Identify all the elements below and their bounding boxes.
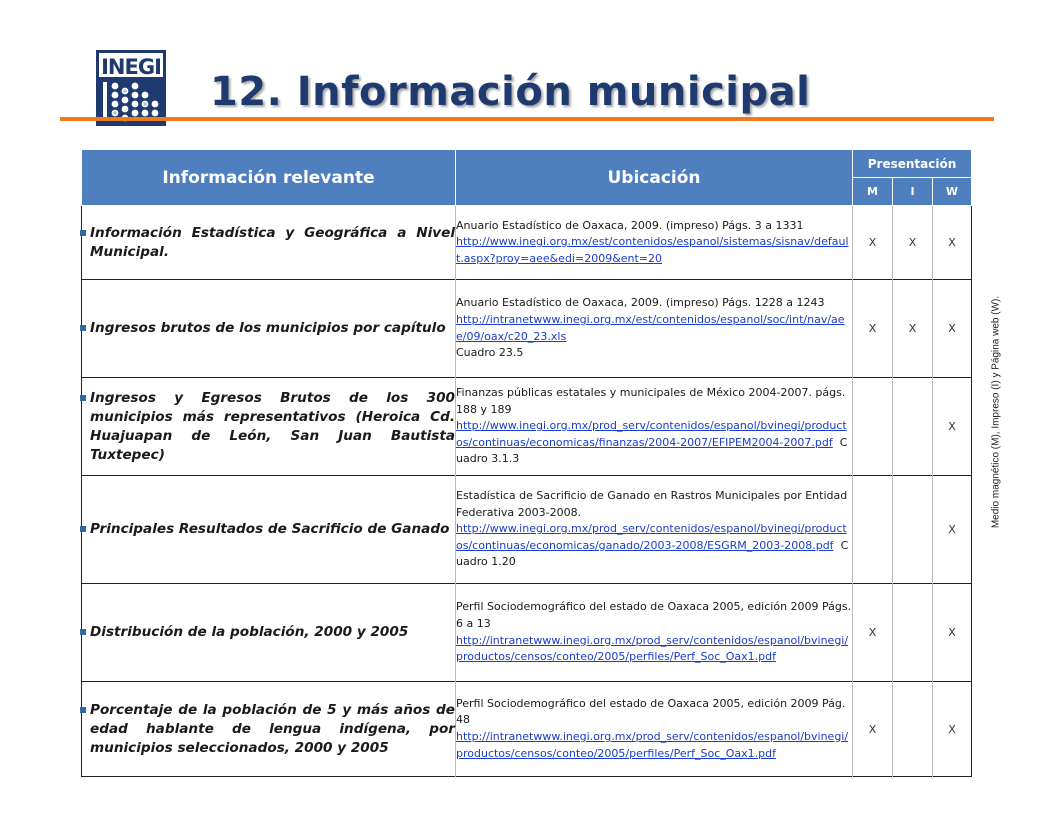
info-text: Porcentaje de la población de 5 y más años de edad hablante de lengua indígena, por municipios seleccionados, 2000 y 2005 <box>90 701 455 756</box>
mark-w: X <box>933 476 972 584</box>
mark-w: X <box>933 280 972 378</box>
mark-m: X <box>853 280 893 378</box>
info-table <box>81 149 972 777</box>
info-cell <box>82 280 456 378</box>
inegi-logo-icon <box>95 48 167 128</box>
info-cell <box>82 476 456 584</box>
table-row <box>82 378 972 476</box>
bullet-icon <box>80 230 86 236</box>
location-link[interactable]: http://www.inegi.org.mx/est/contenidos/espanol/sistemas/sisnav/default.aspx?proy=aee&edi=2009&ent=20 <box>456 235 849 265</box>
info-text: Ingresos brutos de los municipios por capítulo <box>90 320 446 336</box>
location-cell <box>456 682 853 777</box>
mark-i: X <box>893 206 933 280</box>
location-cell <box>456 206 853 280</box>
logo-text: INEGI <box>101 55 161 79</box>
info-text: Distribución de la población, 2000 y 2005 <box>90 624 409 640</box>
info-cell <box>82 682 456 777</box>
location-link[interactable]: http://www.inegi.org.mx/prod_serv/contenidos/espanol/bvinegi/productos/continuas/economicas/finanzas/2004-2007/EFIPEM2004-2007.pdf <box>456 419 847 449</box>
bullet-icon <box>80 526 86 532</box>
header-w: W <box>933 178 972 206</box>
table-row <box>82 280 972 378</box>
location-cell <box>456 584 853 682</box>
inegi-logo <box>95 48 167 128</box>
mark-i <box>893 476 933 584</box>
location-link[interactable]: http://www.inegi.org.mx/prod_serv/contenidos/espanol/bvinegi/productos/continuas/economicas/ganado/2003-2008/ESGRM_2003-2008.pdf <box>456 522 847 552</box>
mark-m <box>853 476 893 584</box>
header-m: M <box>853 178 893 206</box>
mark-i: X <box>893 280 933 378</box>
info-text: Principales Resultados de Sacrificio de Ganado <box>90 521 450 537</box>
location-cell <box>456 280 853 378</box>
location-text: Anuario Estadístico de Oaxaca, 2009. (impreso) Págs. 3 a 1331 <box>456 218 804 232</box>
mark-i <box>893 378 933 476</box>
table-row <box>82 584 972 682</box>
table-row <box>82 682 972 777</box>
info-cell <box>82 584 456 682</box>
location-link[interactable]: http://intranetwww.inegi.org.mx/prod_serv/contenidos/espanol/bvinegi/productos/censos/conteo/2005/perfiles/Perf_Soc_Oax1.pdf <box>456 633 849 664</box>
location-cell <box>456 476 853 584</box>
table-row <box>82 206 972 280</box>
mark-w: X <box>933 584 972 682</box>
location-cell <box>456 378 853 476</box>
info-text: Ingresos y Egresos Brutos de los 300 municipios más representativos (Heroica Cd. Huajuapan de León, San Juan Bautista Tuxtepec) <box>90 389 455 463</box>
mark-w: X <box>933 206 972 280</box>
location-text: Anuario Estadístico de Oaxaca, 2009. (impreso) Págs. 1228 a 1243 <box>456 296 825 310</box>
location-note: Cuadro 1.20 <box>456 538 849 569</box>
table-row <box>82 476 972 584</box>
mark-w: X <box>933 682 972 777</box>
header-i: I <box>893 178 933 206</box>
side-note-text: Medio magnético (M), Impreso (I) y Página web (W). <box>990 295 1002 529</box>
mark-w: X <box>933 378 972 476</box>
info-text: Información Estadística y Geográfica a Nivel Municipal. <box>90 224 455 260</box>
header-info: Información relevante <box>82 150 456 206</box>
mark-m: X <box>853 206 893 280</box>
mark-m <box>853 378 893 476</box>
location-text: Finanzas públicas estatales y municipales de México 2004-2007. págs. 188 y 189 <box>456 386 846 416</box>
bullet-icon <box>80 395 86 401</box>
location-text: Perfil Sociodemográfico del estado de Oaxaca 2005, edición 2009 Pág. 48 <box>456 696 846 727</box>
location-text: Perfil Sociodemográfico del estado de Oaxaca 2005, edición 2009 Págs. 6 a 13 <box>456 600 852 630</box>
info-cell <box>82 378 456 476</box>
title-rule <box>60 117 994 121</box>
header-location: Ubicación <box>456 150 853 206</box>
mark-i <box>893 682 933 777</box>
location-link[interactable]: http://intranetwww.inegi.org.mx/est/contenidos/espanol/soc/int/nav/aee/09/oax/c20_23.xls <box>456 312 845 343</box>
location-link[interactable]: http://intranetwww.inegi.org.mx/prod_serv/contenidos/espanol/bvinegi/productos/censos/conteo/2005/perfiles/Perf_Soc_Oax1.pdf <box>456 730 849 760</box>
bullet-icon <box>80 325 86 331</box>
page-title: 12. Información municipal <box>210 69 811 115</box>
bullet-icon <box>80 629 86 635</box>
info-cell <box>82 206 456 280</box>
location-text: Estadística de Sacrificio de Ganado en Rastros Municipales por Entidad Federativa 2003-2008. <box>456 489 848 519</box>
mark-m: X <box>853 584 893 682</box>
header-presentation: Presentación <box>853 150 972 178</box>
mark-m: X <box>853 682 893 777</box>
location-note: Cuadro 23.5 <box>456 346 524 360</box>
location-note: Cuadro 3.1.3 <box>456 435 848 466</box>
mark-i <box>893 584 933 682</box>
bullet-icon <box>80 707 86 713</box>
